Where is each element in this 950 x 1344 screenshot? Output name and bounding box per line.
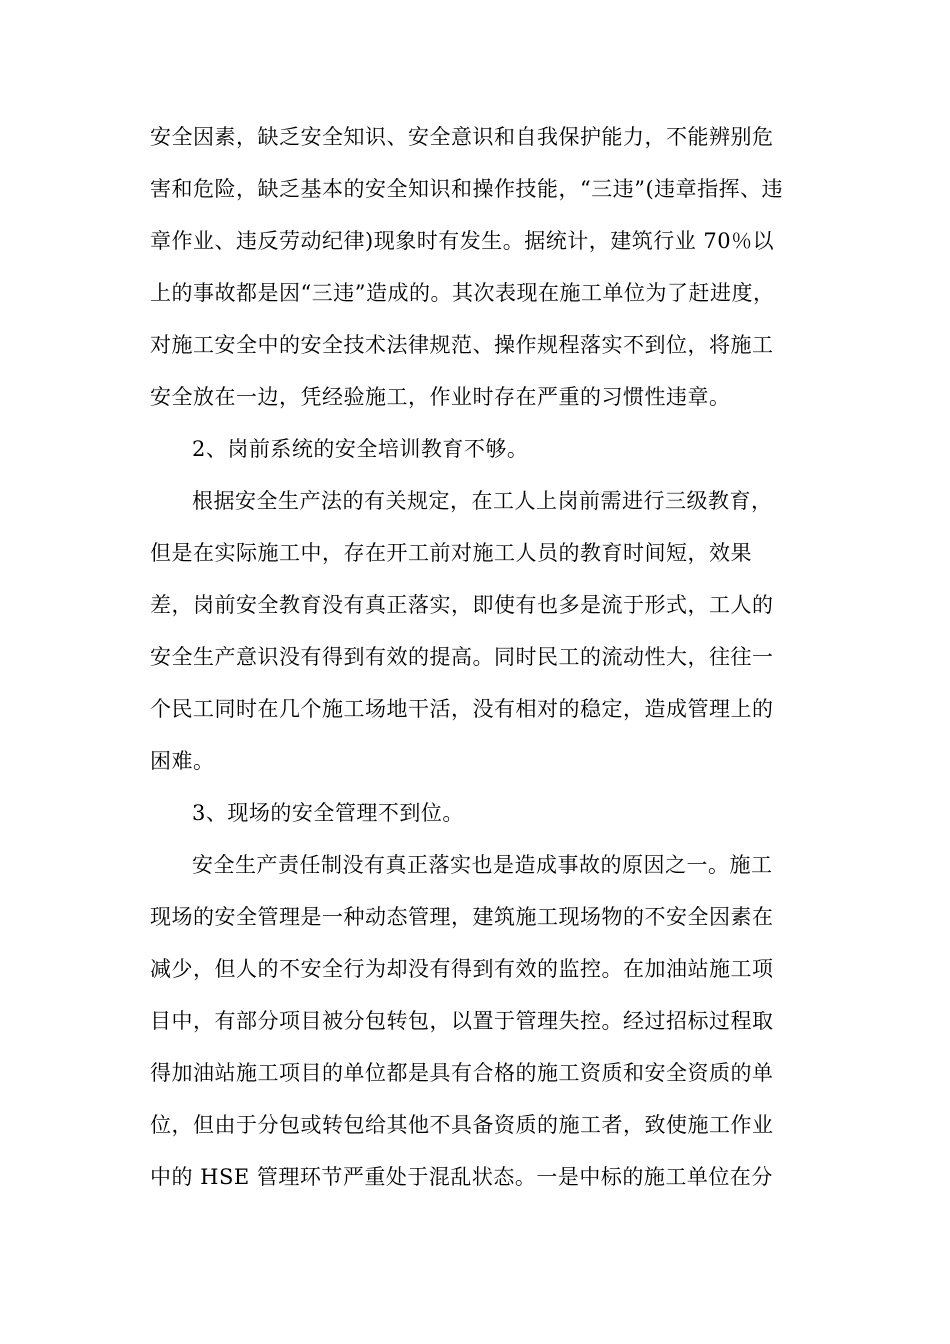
- text-line: 差，岗前安全教育没有真正落实，即使有也多是流于形式，工人的: [150, 593, 774, 617]
- text-line: 减少，但人的不安全行为却没有得到有效的监控。在加油站施工项: [150, 957, 774, 981]
- text-line: 安全生产意识没有得到有效的提高。同时民工的流动性大，往往一: [150, 645, 774, 669]
- text-line: 困难。: [150, 749, 215, 773]
- text-line: 安全放在一边，凭经验施工，作业时存在严重的习惯性违章。: [150, 385, 731, 409]
- text-line: 对施工安全中的安全技术法律规范、操作规程落实不到位，将施工: [150, 333, 774, 357]
- text-line: 上的事故都是因“三违”造成的。其次表现在施工单位为了赶进度，: [150, 281, 775, 305]
- text-line: 中的 HSE 管理环节严重处于混乱状态。一是中标的施工单位在分: [150, 1165, 773, 1189]
- section-heading: 2、岗前系统的安全培训教育不够。: [192, 437, 529, 461]
- text-line: 位，但由于分包或转包给其他不具备资质的施工者，致使施工作业: [150, 1113, 774, 1137]
- text-line: 安全因素，缺乏安全知识、安全意识和自我保护能力，不能辨别危: [150, 125, 774, 149]
- text-line: 目中，有部分项目被分包转包，以置于管理失控。经过招标过程取: [150, 1009, 774, 1033]
- text-line: 害和危险，缺乏基本的安全知识和操作技能，“三违”(违章指挥、违: [150, 177, 784, 201]
- section-heading: 3、现场的安全管理不到位。: [192, 801, 464, 825]
- text-line: 安全生产责任制没有真正落实也是造成事故的原因之一。施工: [192, 853, 773, 877]
- text-line: 得加油站施工项目的单位都是具有合格的施工资质和安全资质的单: [150, 1061, 774, 1085]
- text-line: 现场的安全管理是一种动态管理，建筑施工现场物的不安全因素在: [150, 905, 774, 929]
- text-line: 个民工同时在几个施工场地干活，没有相对的稳定，造成管理上的: [150, 697, 774, 721]
- text-line: 但是在实际施工中，存在开工前对施工人员的教育时间短，效果: [150, 541, 752, 565]
- text-line: 章作业、违反劳动纪律)现象时有发生。据统计，建筑行业 70％以: [150, 229, 775, 253]
- text-line: 根据安全生产法的有关规定，在工人上岗前需进行三级教育，: [192, 489, 773, 513]
